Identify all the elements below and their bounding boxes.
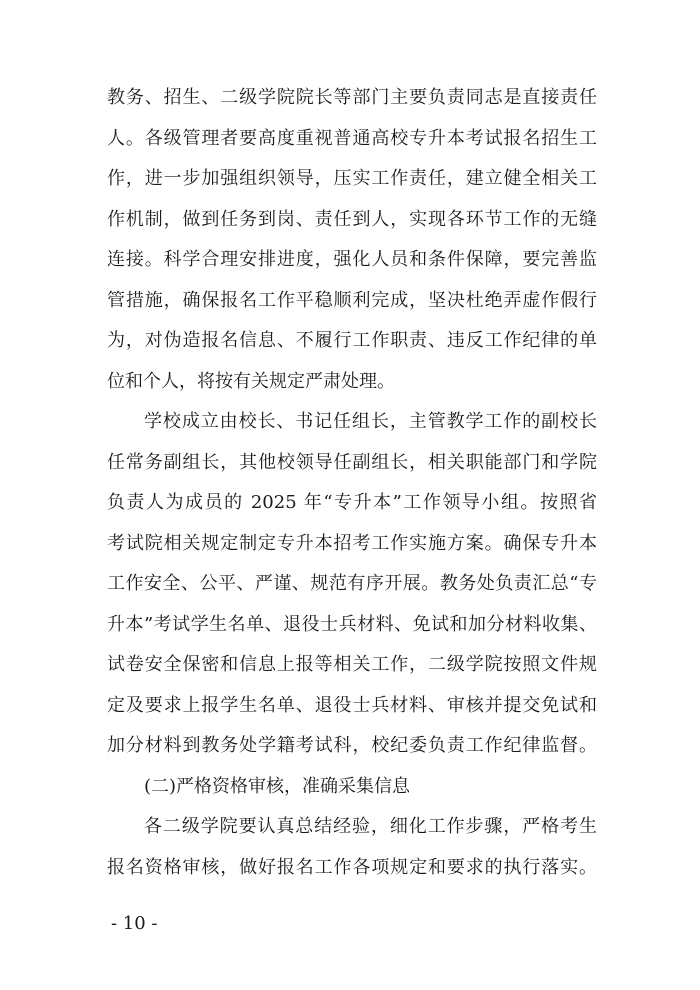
text-line: 学校成立由校长、书记任组长，主管教学工作的副校长 — [144, 411, 597, 432]
paragraph-leading-group — [107, 402, 597, 767]
paragraph-qualification-review — [107, 807, 597, 888]
text-line: 为，对伪造报名信息、不履行工作职责、违反工作纪律的单 — [107, 330, 597, 351]
text-line: 作机制，做到任务到岗、责任到人，实现各环节工作的无缝 — [107, 208, 597, 230]
text-line: 加分材料到教务处学籍考试科，校纪委负责工作纪律监督。 — [107, 735, 597, 756]
text-line: 教务、招生、二级学院院长等部门主要负责同志是直接责任 — [107, 87, 597, 108]
text-line: 管措施，确保报名工作平稳顺利完成，坚决杜绝弄虚作假行 — [107, 289, 597, 311]
text-line: 考试院相关规定制定专升本招考工作实施方案。确保专升本 — [107, 532, 597, 554]
page-number: - 10 - — [111, 913, 158, 934]
text-line: 位和个人，将按有关规定严肃处理。 — [107, 370, 395, 392]
paragraph-leadership-responsibility — [107, 78, 597, 402]
text-line: 各二级学院要认真总结经验，细化工作步骤，严格考生 — [144, 816, 597, 837]
text-line: 任常务副组长，其他校领导任副组长，相关职能部门和学院 — [107, 451, 597, 473]
text-line: 升本”考试学生名单、退役士兵材料、免试和加分材料收集、 — [107, 613, 597, 635]
text-line: 连接。科学合理安排进度，强化人员和条件保障，要完善监 — [107, 249, 597, 270]
body-text — [107, 78, 597, 888]
text-line: 报名资格审核，做好报名工作各项规定和要求的执行落实。 — [107, 856, 597, 878]
text-line: 人。各级管理者要高度重视普通高校专升本考试报名招生工 — [107, 127, 597, 149]
section-heading — [107, 767, 597, 808]
text-line: 负责人为成员的 2025 年“专升本”工作领导小组。按照省 — [107, 492, 597, 513]
text-line: 试卷安全保密和信息上报等相关工作，二级学院按照文件规 — [107, 654, 597, 675]
text-line: 定及要求上报学生名单、退役士兵材料、审核并提交免试和 — [107, 694, 597, 716]
text-line: 作，进一步加强组织领导，压实工作责任，建立健全相关工 — [107, 168, 597, 189]
heading-line: (二)严格资格审核，准确采集信息 — [144, 775, 411, 797]
text-line: 工作安全、公平、严谨、规范有序开展。教务处负责汇总“专 — [107, 573, 597, 594]
